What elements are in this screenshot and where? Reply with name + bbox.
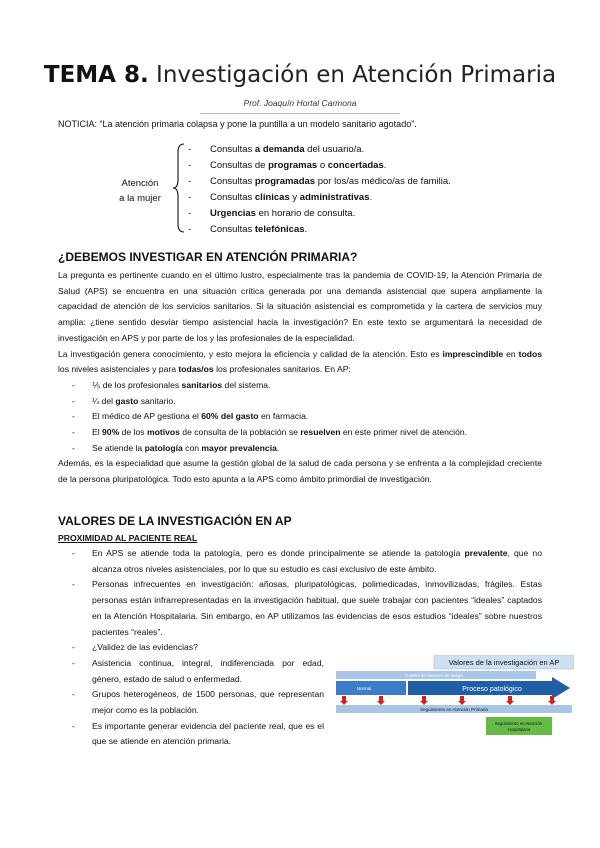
list-item: - El médico de AP gestiona el 60% del gasto en farmacia. bbox=[58, 409, 542, 425]
list-item: - En APS se atiende toda la patología, pero es donde principalmente se atiende la patología prevalente, que no alcanza otros niveles asistenciales, por lo que su estudio es casi exclusivo de este ámbito. bbox=[58, 546, 542, 577]
values-diagram bbox=[334, 655, 574, 745]
notice-text: NOTICIA: “La atención primaria colapsa y pone la puntilla a un modelo sanitario agotado”. bbox=[58, 119, 417, 129]
paragraph: La investigación genera conocimiento, y esto mejora la eficiencia y calidad de la atención. Esto es imprescindible en todos los niveles asistenciales y para todas/os los profesionales sanitarios. En AP: bbox=[58, 348, 542, 375]
paragraph: La pregunta es pertinente cuando en el último lustro, especialmente tras la pandemia de COVID-19, la Atención Primaria de Salud (APS) se encuentra en una situación crítica generada por una demanda asistencial que supera ampliamente la capacidad de atención de los servicios sanitarios. Si la situación asistencial es comprometida y la cartera de servicios muy amplia: ¿tiene sentido desviar tiempo asistencial hacia la investigación? En este texto se argumentará la necesidad de investigación en APS y por parte de los y las profesionales de la especialidad. bbox=[58, 270, 542, 343]
section1-body bbox=[58, 268, 542, 488]
section-heading-investigar: ¿DEBEMOS INVESTIGAR EN ATENCIÓN PRIMARIA? bbox=[58, 250, 358, 264]
primary-care-label: Seguimiento en Atención Primaria bbox=[420, 707, 488, 712]
bullet-list bbox=[58, 378, 542, 457]
title-topic-number: TEMA 8. bbox=[43, 62, 149, 88]
normal-label: Normal bbox=[356, 686, 372, 691]
list-item: - El 90% de los motivos de consulta de la población se resuelven en este primer nivel de atención. bbox=[58, 425, 542, 441]
list-item: - Asistencia continua, integral, indiferenciada por edad, género, estado de salud o enfermedad. bbox=[58, 656, 324, 687]
list-item: - Consultas programadas por los/as médico/as de familia. bbox=[188, 176, 451, 187]
risk-factor-label: Control de factores de riesgo bbox=[405, 673, 463, 678]
list-item: - Consultas a demanda del usuario/a. bbox=[188, 144, 365, 155]
hospital-box bbox=[486, 717, 552, 735]
curly-brace-icon bbox=[172, 142, 186, 234]
diagram-title: Valores de la investigación en AP bbox=[448, 658, 560, 667]
list-item: - Grupos heterogéneos, de 1500 personas, que representan mejor como es la población. bbox=[58, 687, 324, 718]
list-item: - ¿Validez de las evidencias? bbox=[58, 640, 542, 656]
title-topic-name: Investigación en Atención Primaria bbox=[156, 62, 557, 88]
red-arrow-icon bbox=[506, 696, 514, 705]
red-arrow-icon bbox=[420, 696, 428, 705]
list-item: - ⅕ de los profesionales sanitarios del sistema. bbox=[58, 378, 542, 394]
subheading-proximidad: PROXIMIDAD AL PACIENTE REAL bbox=[58, 533, 198, 543]
list-item: - Consultas telefónicas. bbox=[188, 224, 308, 235]
list-item: - Consultas de programas o concertadas. bbox=[188, 160, 387, 171]
list-item: - Es importante generar evidencia del paciente real, que es el que se atiende en atención primaria. bbox=[58, 719, 324, 750]
red-arrows bbox=[340, 696, 556, 705]
section-heading-valores: VALORES DE LA INVESTIGACIÓN EN AP bbox=[58, 514, 292, 528]
hospital-label: Seguimiento en Atención Hospitalaria bbox=[494, 721, 543, 732]
red-arrow-icon bbox=[340, 696, 348, 705]
page-title bbox=[0, 62, 600, 88]
attention-list bbox=[188, 142, 451, 238]
author: Prof. Joaquín Hortal Carmona bbox=[243, 98, 357, 108]
list-item: - Se atiende la patología con mayor prevalencia. bbox=[58, 441, 542, 457]
list-item: - Personas infrecuentes en investigación: añosas, pluripatológicas, polimedicadas, inmovilizadas, frágiles. Estas personas están infrarrepresentadas en la investigación habitual, que suele trabajar con pacientes “ideales” captados en la Atención Hospitalaria. Sin embargo, en AP utilizamos las evidencias de esos estudios “ideales” sobre nuestros pacientes “reales”. bbox=[58, 577, 542, 640]
red-arrow-icon bbox=[377, 696, 385, 705]
list-item: - Consultas clínicas y administrativas. bbox=[188, 192, 373, 203]
red-arrow-icon bbox=[458, 696, 466, 705]
process-label: Proceso patológico bbox=[462, 686, 522, 693]
attention-label: Atención a la mujer bbox=[119, 178, 161, 204]
red-arrow-icon bbox=[548, 696, 556, 705]
list-item: - ¼ del gasto sanitario. bbox=[58, 394, 542, 410]
paragraph: Además, es la especialidad que asume la gestión global de la salud de cada persona y se enfrenta a la complejidad creciente de la persona pluripatológica. Todo esto apunta a la APS como ámbito primordial de investigación. bbox=[58, 458, 542, 485]
list-item: - Urgencias en horario de consulta. bbox=[188, 208, 356, 219]
divider bbox=[200, 113, 400, 114]
